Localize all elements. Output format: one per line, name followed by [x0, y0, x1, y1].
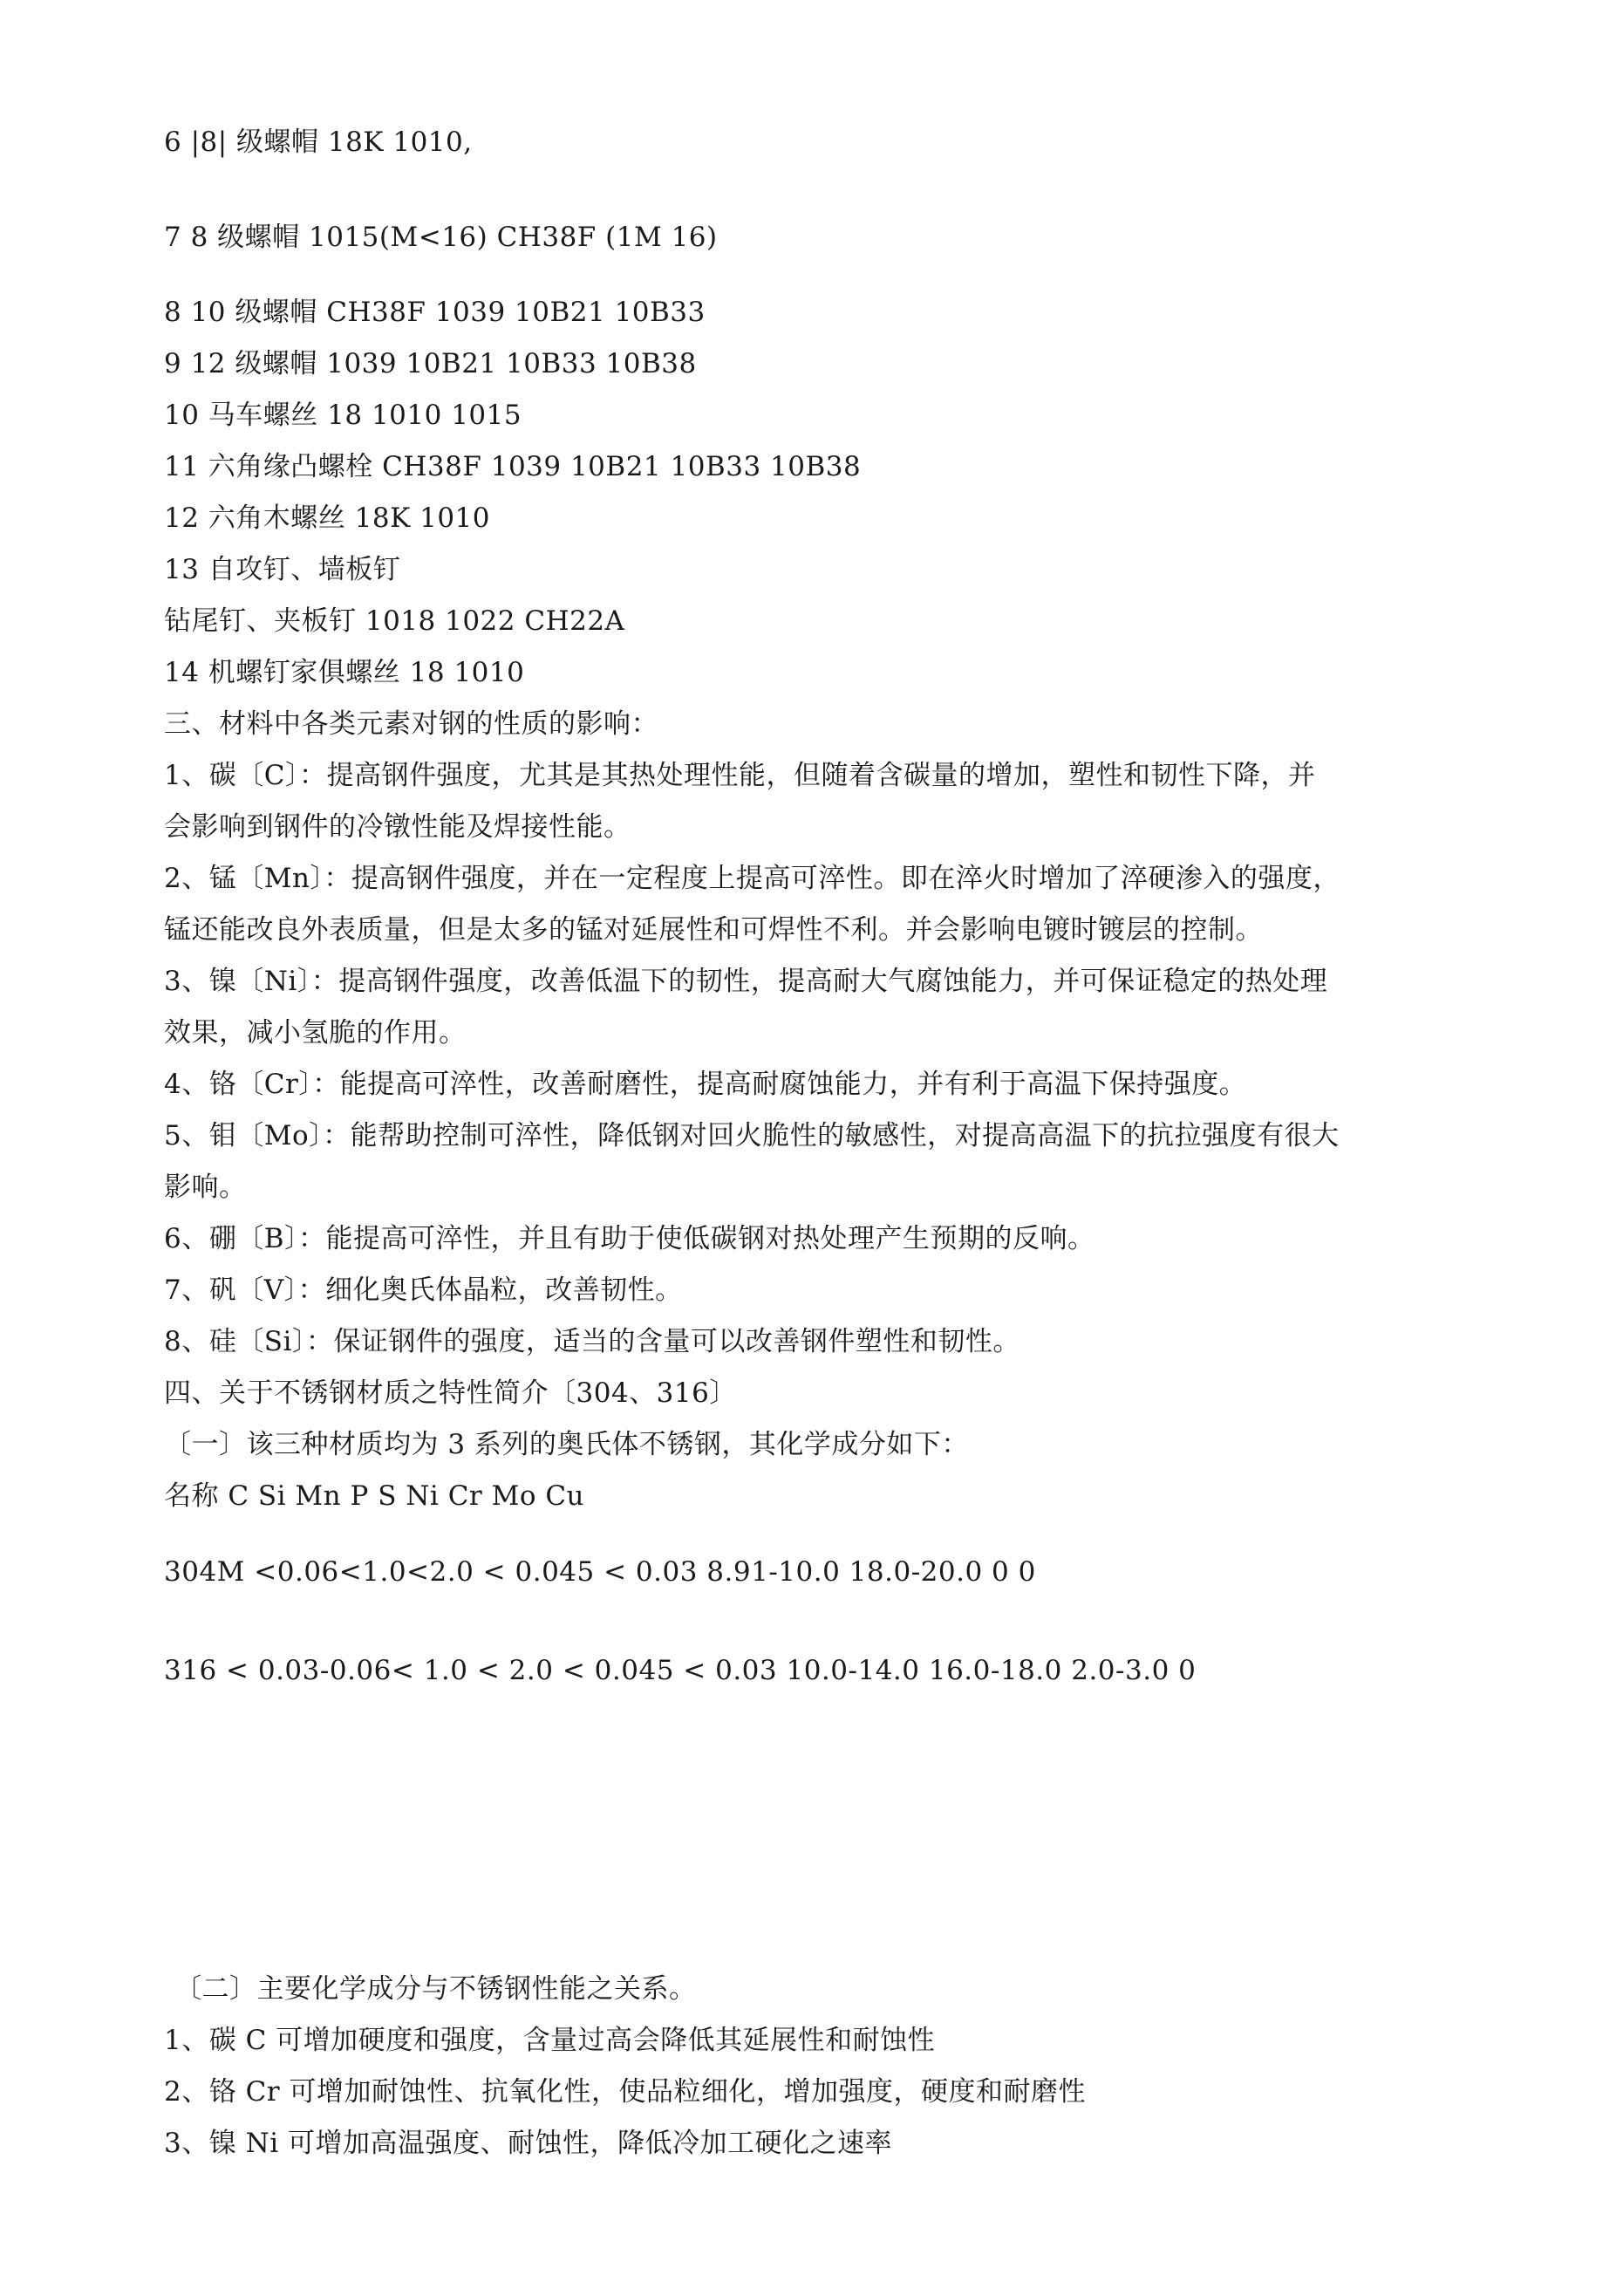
section-heading: 四、关于不锈钢材质之特性简介〔304、316〕 — [164, 1377, 737, 1409]
text-line: 8 10 级螺帽 CH38F 1039 10B21 10B33 — [164, 297, 706, 328]
text-line: 钻尾钉、夹板钉 1018 1022 CH22A — [164, 605, 625, 637]
text-line: 2、铬 Cr 可增加耐蚀性、抗氧化性，使品粒细化，增加强度，硬度和耐磨性 — [164, 2076, 1086, 2108]
text-line: 6 |8| 级螺帽 18K 1010, — [164, 126, 473, 158]
text-line: 1、碳〔C〕：提高钢件强度，尤其是其热处理性能，但随着含碳量的增加，塑性和韧性下降，并 — [164, 760, 1316, 791]
table-header: 名称 C Si Mn P S Ni Cr Mo Cu — [164, 1480, 585, 1512]
text-line: 锰还能改良外表质量，但是太多的锰对延展性和可焊性不利。并会影响电镀时镀层的控制。 — [164, 914, 1263, 946]
text-line: 5、钼〔Mo〕：能帮助控制可淬性，降低钢对回火脆性的敏感性，对提高高温下的抗拉强度有很大 — [164, 1120, 1340, 1151]
text-line: 效果，减小氢脆的作用。 — [164, 1017, 467, 1049]
text-line: 8、硅〔Si〕：保证钢件的强度，适当的含量可以改善钢件塑性和韧性。 — [164, 1326, 1020, 1357]
section-heading: 三、材料中各类元素对钢的性质的影响： — [164, 708, 658, 740]
text-line: 会影响到钢件的冷镦性能及焊接性能。 — [164, 811, 631, 843]
text-line: 13 自攻钉、墙板钉 — [164, 554, 401, 585]
text-line: 1、碳 C 可增加硬度和强度，含量过高会降低其延展性和耐蚀性 — [164, 2025, 936, 2056]
text-line: 12 六角木螺丝 18K 1010 — [164, 502, 491, 534]
text-line: 7 8 级螺帽 1015(M<16) CH38F (1M 16) — [164, 222, 718, 253]
text-line: 14 机螺钉家俱螺丝 18 1010 — [164, 657, 525, 688]
text-line: 7、矾〔V〕：细化奥氏体晶粒，改善韧性。 — [164, 1274, 683, 1306]
text-line: 6、硼〔B〕：能提高可淬性，并且有助于使低碳钢对热处理产生预期的反响。 — [164, 1223, 1095, 1254]
text-line: 3、镍〔Ni〕：提高钢件强度，改善低温下的韧性，提高耐大气腐蚀能力，并可保证稳定的热处理 — [164, 966, 1328, 997]
table-row: 304M <0.06<1.0<2.0 < 0.045 < 0.03 8.91-10.0 18.0-20.0 0 0 — [164, 1556, 1036, 1588]
text-line: 4、铬〔Cr〕：能提高可淬性，改善耐磨性，提高耐腐蚀能力，并有利于高温下保持强度。 — [164, 1069, 1247, 1100]
text-line: 9 12 级螺帽 1039 10B21 10B33 10B38 — [164, 348, 697, 379]
text-line: 2、锰〔Mn〕：提高钢件强度，并在一定程度上提高可淬性。即在淬火时增加了淬硬渗入的强度， — [164, 863, 1340, 894]
text-line: 3、镍 Ni 可增加高温强度、耐蚀性，降低冷加工硬化之速率 — [164, 2128, 892, 2159]
text-line: 影响。 — [164, 1172, 247, 1203]
text-line: 11 六角缘凸螺栓 CH38F 1039 10B21 10B33 10B38 — [164, 451, 862, 482]
subsection-heading: 〔二〕主要化学成分与不锈钢性能之关系。 — [174, 1973, 697, 2005]
table-row: 316 < 0.03-0.06< 1.0 < 2.0 < 0.045 < 0.03 10.0-14.0 16.0-18.0 2.0-3.0 0 — [164, 1655, 1197, 1686]
subsection-heading: 〔一〕该三种材质均为 3 系列的奥氏体不锈钢，其化学成分如下： — [164, 1429, 969, 1460]
text-line: 10 马车螺丝 18 1010 1015 — [164, 400, 522, 431]
